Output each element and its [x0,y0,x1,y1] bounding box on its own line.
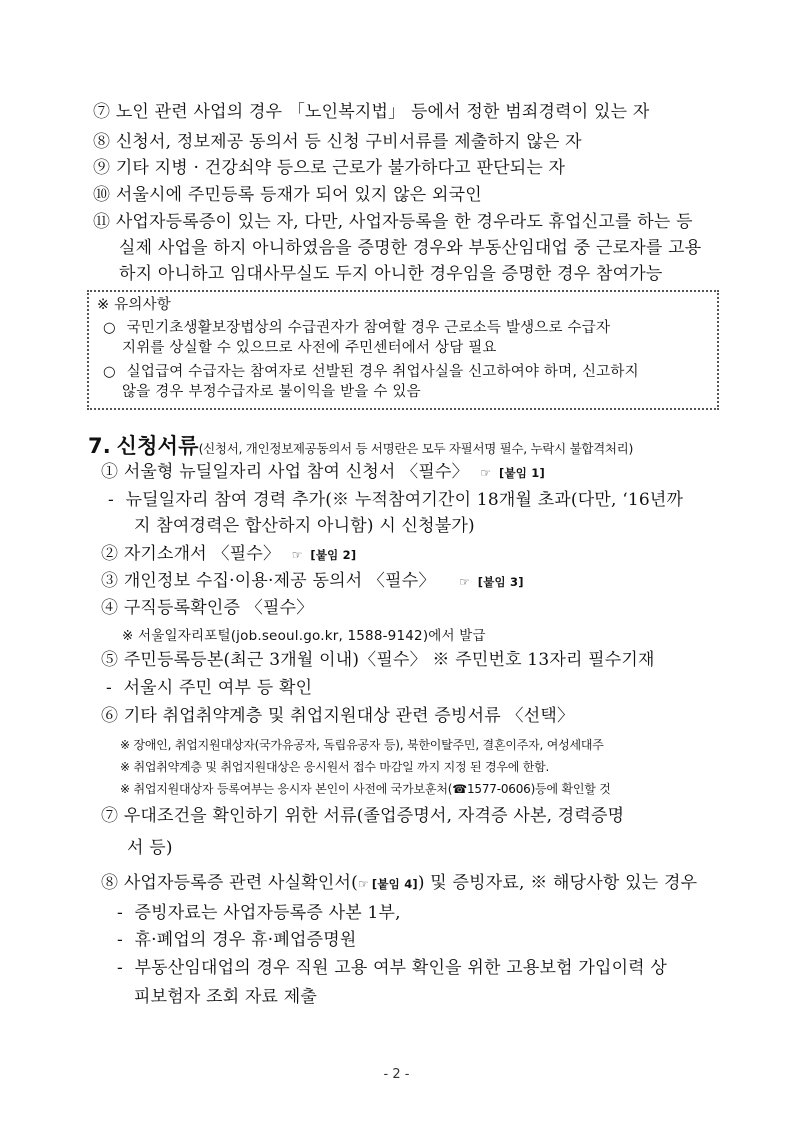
item-text: 우대조건을 확인하기 위한 서류(졸업증명서, 자격증 사본, 경력증명 [123,806,625,826]
item-text: 기타 취업취약계층 및 취업지원대상 관련 증빙서류 〈선택〉 [123,706,575,726]
note-text: ※ 장애인, 취업지원대상자(국가유공자, 독립유공자 등), 북한이탈주민, 결혼이주자, 여성세대주 [120,738,604,752]
item-number: ⑦ [93,102,111,122]
attachment-ref: [붙임 1] [499,466,545,480]
sub-item-continuation: 지 참여경력은 합산하지 아니함) 시 신청불가) [134,516,475,536]
item-text: 노인 관련 사업의 경우 「노인복지법」 등에서 정한 범죄경력이 있는 자 [115,102,650,122]
item-number: ⑦ [101,806,119,826]
item-number: ⑧ [93,132,111,152]
item-text: 서울시에 주민등록 등재가 되어 있지 않은 외국인 [115,185,482,205]
notice-title: ※ 유의사항 [97,297,171,313]
disqualification-item-continuation: 하지 아니하고 임대사무실도 두지 아니한 경우임을 증명한 경우 참여가능 [119,264,663,284]
section-number: 7. [88,434,111,458]
sub-item-text: 뉴딜일자리 참여 경력 추가(※ 누적참여기간이 18개월 초과(다만, ‘16년까 [125,490,684,510]
document-item [101,872,697,895]
item-number: ⑩ [93,185,111,205]
notice-item-continuation: 지위를 상실할 수 있으므로 사전에 주민센터에서 상담 필요 [122,340,497,356]
dash: - [108,490,114,510]
pointing-hand-icon: ☞ [357,877,369,891]
sub-item [106,677,312,699]
document-item [101,805,624,827]
notice-item-continuation: 않을 경우 부정수급자로 불이익을 받을 수 있음 [122,384,421,400]
item-number: ⑨ [93,158,111,178]
document-item [101,461,545,484]
document-item [101,570,524,593]
disqualification-item [93,184,482,206]
pointing-hand-icon: ☞ [459,575,471,589]
sub-item-continuation: 피보험자 조회 자료 제출 [134,987,318,1007]
page-number: - 2 - [383,1067,410,1082]
note-text: ※ 취업취약계층 및 취업지원대상은 응시원서 접수 마감일 까지 지정 된 경우에 한함. [120,760,550,774]
attachment-ref: [붙임 4] [371,877,418,891]
dash: - [117,958,123,978]
item-number: ④ [101,598,119,618]
disqualification-item [93,101,649,123]
item-number: ⑤ [101,650,119,670]
dash: - [117,903,123,923]
bullet-circle-icon: ○ [103,320,116,336]
item-text: 자기소개서 〈필수〉 [123,544,281,564]
item-text: 사업자등록증 관련 사실확인서( [123,873,358,893]
pointing-hand-icon: ☞ [291,548,303,562]
section-title: 신청서류 [116,434,199,458]
document-item [101,705,574,727]
item-text: 신청서, 정보제공 동의서 등 신청 구비서류를 제출하지 않은 자 [115,132,582,152]
note-text: ※ 취업지원대상자 등록여부는 응시자 본인이 사전에 국가보훈처(☎1577-0606)등에 확인할 것 [120,782,611,796]
disqualification-item-continuation: 실제 사업을 하지 아니하였음을 증명한 경우와 부동산임대업 중 근로자를 고용 [119,238,702,258]
item-text: 기타 지병 · 건강쇠약 등으로 근로가 불가하다고 판단되는 자 [115,158,566,178]
bullet-circle-icon: ○ [103,364,116,380]
notice-item-text: 실업급여 수급자는 참여자로 선발된 경우 취업사실을 신고하여야 하며, 신고하지 [126,364,639,380]
item-number: ⑪ [93,212,111,232]
disqualification-item [93,157,565,179]
dash: - [117,930,123,950]
item-text: 사업자등록증이 있는 자, 다만, 사업자등록을 한 경우라도 휴업신고를 하는 등 [115,212,693,232]
item-text: 개인정보 수집·이용·제공 동의서 〈필수〉 [123,571,436,591]
sub-item [108,489,683,511]
document-item [101,597,313,619]
item-text: 구직등록확인증 〈필수〉 [123,598,314,618]
disqualification-item [93,131,582,153]
item-text: 서울형 뉴딜일자리 사업 참여 신청서 〈필수〉 [123,462,469,482]
sub-item [117,929,356,951]
notice-item [103,362,639,382]
notice-box [87,290,719,410]
sub-item-text: 증빙자료는 사업자등록증 사본 1부, [134,903,401,923]
section-subtitle: (신청서, 개인정보제공동의서 등 서명란은 모두 자필서명 필수, 누락시 불합격처리) [198,441,634,456]
sub-item [117,957,667,979]
document-item [101,543,356,566]
item-text: 주민등록등본(최근 3개월 이내)〈필수〉 ※ 주민번호 13자리 필수기재 [123,650,655,670]
document-item-continuation: 서 등) [127,838,173,858]
pointing-hand-icon: ☞ [480,466,492,480]
sub-item [117,902,401,924]
sub-item-text: 휴·폐업의 경우 휴·폐업증명원 [134,930,357,950]
item-number: ② [101,544,119,564]
attachment-ref: [붙임 2] [310,548,357,562]
sub-item-text: 부동산임대업의 경우 직원 고용 여부 확인을 위한 고용보험 가입이력 상 [134,958,668,978]
notice-item [103,318,610,338]
section-heading [88,433,633,462]
item-number: ⑥ [101,706,119,726]
sub-item-text: 서울시 주민 여부 등 확인 [123,678,313,698]
item-number: ⑧ [101,873,119,893]
dash: - [106,678,112,698]
item-number: ③ [101,571,119,591]
item-text-after: ) 및 증빙자료, ※ 해당사항 있는 경우 [417,873,698,893]
item-number: ① [101,462,119,482]
notice-item-text: 국민기초생활보장법상의 수급권자가 참여할 경우 근로소득 발생으로 수급자 [126,320,611,336]
note-text: ※ 서울일자리포털(job.seoul.go.kr, 1588-9142)에서 발급 [122,628,486,644]
document-item [101,649,655,671]
disqualification-item [93,211,693,233]
attachment-ref: [붙임 3] [477,575,524,589]
